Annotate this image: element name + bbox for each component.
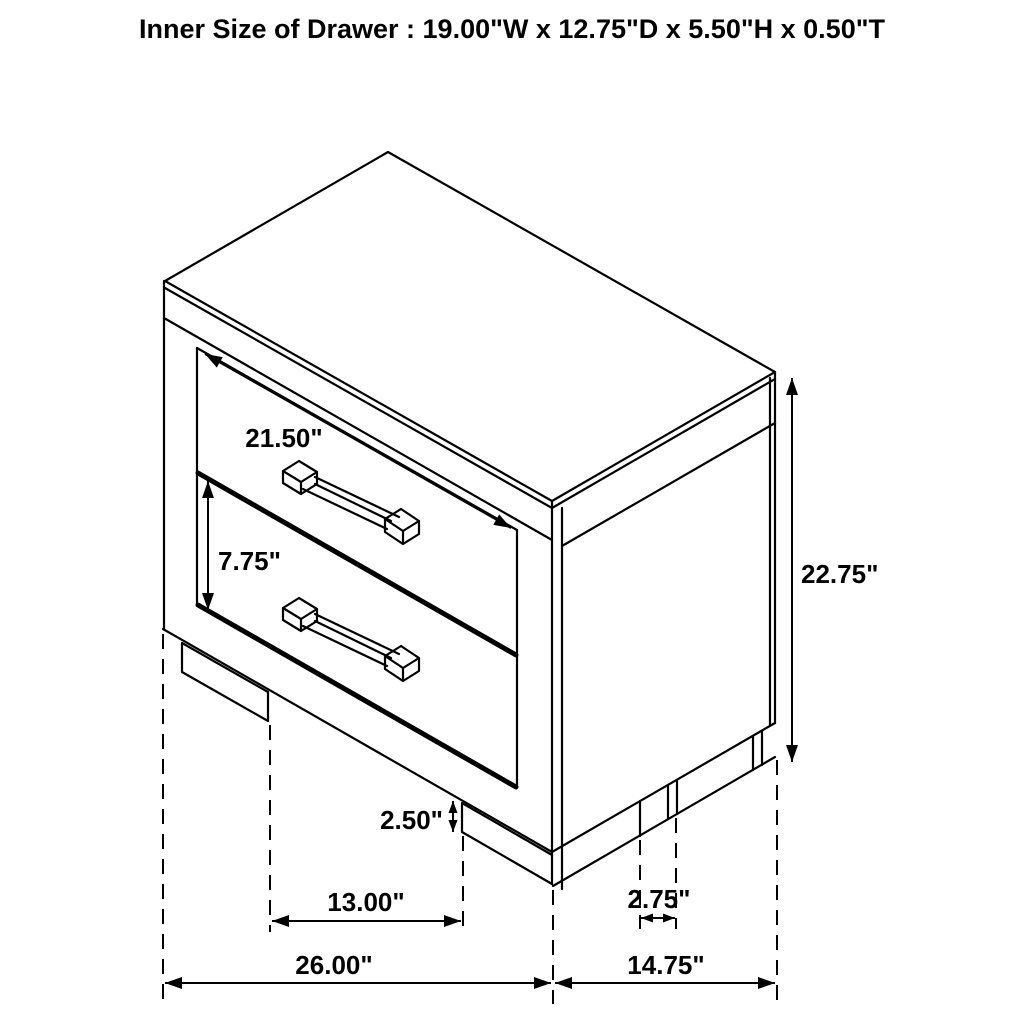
dimension-front-leg-gap	[272, 887, 461, 921]
handle-right-cap	[385, 646, 419, 681]
dimension-label-side-foot-width: 2.75"	[627, 884, 691, 914]
drawing-title: Inner Size of Drawer : 19.00"W x 12.75"D x 5.50"H x 0.50"T	[138, 14, 886, 44]
top-face-front-edges	[165, 281, 775, 501]
dimension-label-front-leg-gap: 13.00"	[327, 887, 405, 917]
dimension-label-overall-height: 22.75"	[801, 559, 879, 589]
dimension-label-drawer-front-width: 21.50"	[245, 423, 323, 453]
furniture-outline	[163, 152, 775, 889]
dimension-overall-height	[792, 378, 878, 762]
dimension-label-overall-depth: 14.75"	[627, 950, 705, 980]
dimension-label-overall-width: 26.00"	[295, 950, 373, 980]
front-bottom-edge	[163, 629, 552, 852]
front-face	[163, 281, 562, 889]
drawer2-bottom-edge	[198, 605, 516, 787]
dimension-label-foot-height: 2.50"	[380, 805, 443, 835]
handle-left-cap	[283, 598, 317, 631]
extension-lines	[163, 634, 777, 1004]
top-face	[165, 152, 775, 508]
dimension-label-drawer-front-height: 7.75"	[218, 546, 281, 576]
base-feet	[182, 643, 552, 884]
handle-right-cap	[385, 509, 419, 544]
handle-left-cap	[283, 461, 317, 494]
side-floor-edge	[553, 757, 775, 886]
dimension-side-foot-width	[628, 884, 691, 918]
dimension-foot-height	[380, 801, 453, 835]
dimension-overall-width	[165, 950, 551, 983]
drawer-handle-bottom	[283, 598, 419, 681]
front-top-rail-bottom-edge	[164, 318, 552, 540]
dimension-overall-depth	[555, 950, 775, 983]
side-bottom-edge	[552, 723, 775, 852]
side-face	[552, 372, 775, 886]
